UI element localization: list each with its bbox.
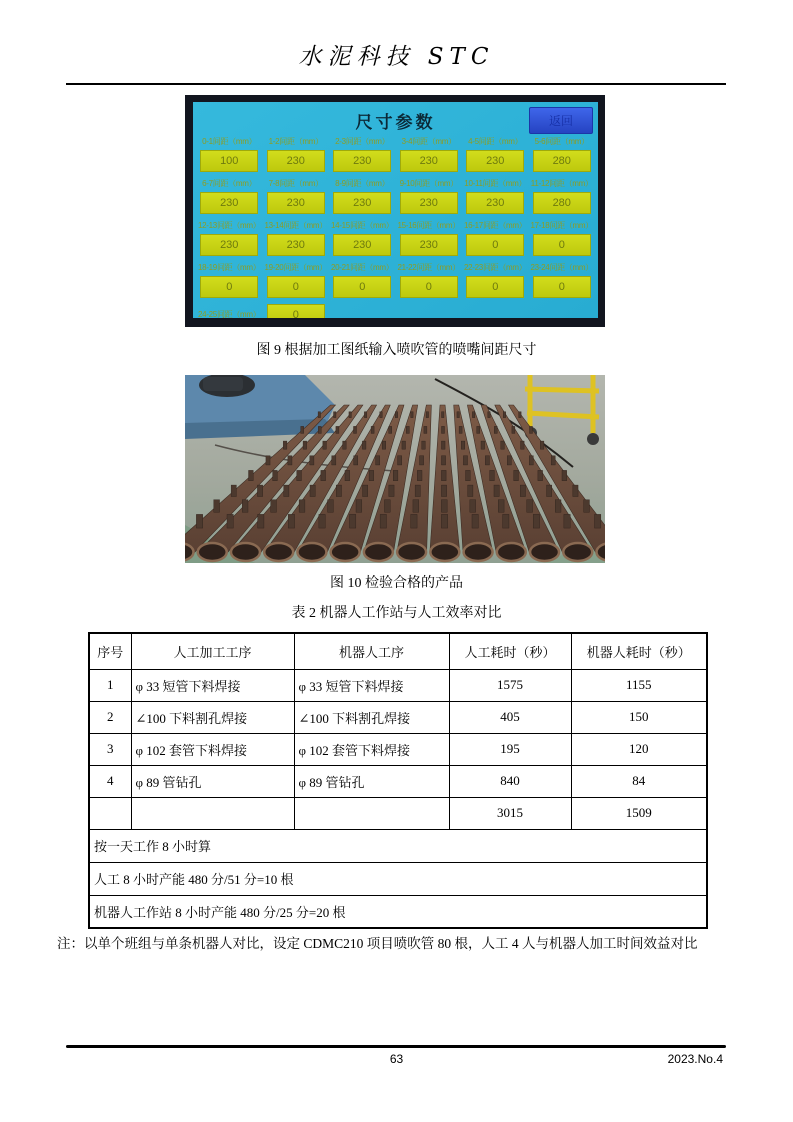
hmi-field [264, 220, 329, 256]
journal-title: 水泥科技 STC [298, 44, 495, 70]
hmi-row-3 [197, 220, 594, 256]
cell-seq [89, 797, 131, 829]
hmi-field [197, 178, 262, 214]
hmi-field-value: 0 [333, 276, 391, 298]
hmi-field-label: 7-8间距（mm） [268, 179, 323, 188]
hmi-field-label: 13-14间距（mm） [264, 221, 327, 230]
hmi-field-label: 8-9间距（mm） [335, 179, 390, 188]
cell-robot-process: ∠100 下料割孔焊接 [294, 701, 449, 733]
hmi-field [197, 136, 262, 172]
hmi-screen-title: 尺寸参数 [355, 113, 436, 132]
hmi-field-value: 230 [400, 192, 458, 214]
hmi-field-value: 0 [400, 276, 458, 298]
cell-robot-time: 84 [571, 765, 707, 797]
col-header: 序号 [89, 633, 131, 669]
hmi-field-label: 16-17间距（mm） [464, 221, 527, 230]
header-rule [66, 83, 726, 85]
hmi-field-label: 1-2间距（mm） [268, 137, 323, 146]
hmi-field-value: 230 [400, 234, 458, 256]
hmi-field [397, 178, 462, 214]
hmi-field-value: 0 [267, 276, 325, 298]
hmi-row-1 [197, 136, 594, 172]
cell-manual-process: ∠100 下料割孔焊接 [131, 701, 294, 733]
cell-robot-time: 1155 [571, 669, 707, 701]
cell-manual-time: 840 [449, 765, 571, 797]
cell-robot-process: φ 33 短管下料焊接 [294, 669, 449, 701]
table-header-row [89, 633, 707, 669]
hmi-field [530, 136, 595, 172]
hmi-field-value: 0 [533, 234, 591, 256]
hmi-field-value: 0 [533, 276, 591, 298]
cell-robot-process [294, 797, 449, 829]
figure10-product-photo [185, 375, 605, 563]
table-row [89, 733, 707, 765]
hmi-field-value: 230 [333, 150, 391, 172]
hmi-field-label: 12-13间距（mm） [198, 221, 261, 230]
hmi-field-label: 19-20间距（mm） [264, 263, 327, 272]
hmi-field [264, 178, 329, 214]
hmi-field [330, 178, 395, 214]
hmi-field [264, 136, 329, 172]
hmi-field-value: 230 [267, 192, 325, 214]
cell-seq: 1 [89, 669, 131, 701]
hmi-field [197, 262, 262, 298]
hmi-field [330, 136, 395, 172]
hmi-field-value: 230 [200, 192, 258, 214]
figure10-caption: 图 10 检验合格的产品 [330, 576, 463, 591]
table-row [89, 669, 707, 701]
hmi-field-label: 15-16间距（mm） [397, 221, 460, 230]
table-note-row [89, 829, 707, 862]
hmi-field [463, 262, 528, 298]
table-row [89, 765, 707, 797]
hmi-field-label: 22-23间距（mm） [464, 263, 527, 272]
hmi-row-5 [197, 304, 594, 318]
hmi-field-value: 100 [200, 150, 258, 172]
cell-robot-capacity: 机器人工作站 8 小时产能 480 分/25 分=20 根 [89, 895, 707, 928]
footer-rule [66, 1045, 726, 1048]
hmi-field-label: 14-15间距（mm） [331, 221, 394, 230]
table-footnote: 注：以单个班组与单条机器人对比，设定 CDMC210 项目喷吹管 80 根，人工 4 人与机器人加工时间效益对比 [57, 936, 698, 951]
cell-manual-time-total: 3015 [449, 797, 571, 829]
hmi-field [264, 262, 329, 298]
hmi-field-label: 2-3间距（mm） [335, 137, 390, 146]
table-note-row [89, 862, 707, 895]
hmi-screen [193, 102, 598, 318]
hmi-field-label: 6-7间距（mm） [202, 179, 257, 188]
hmi-field [463, 178, 528, 214]
figure9-caption: 图 9 根据加工图纸输入喷吹管的喷嘴间距尺寸 [256, 343, 537, 358]
col-header: 机器人工序 [294, 633, 449, 669]
hmi-field-label: 20-21间距（mm） [331, 263, 394, 272]
product-photo-illustration [185, 375, 605, 563]
cell-manual-capacity: 人工 8 小时产能 480 分/51 分=10 根 [89, 862, 707, 895]
hmi-field [463, 220, 528, 256]
table-row [89, 701, 707, 733]
cell-manual-time: 405 [449, 701, 571, 733]
cell-robot-time: 150 [571, 701, 707, 733]
cell-robot-time: 120 [571, 733, 707, 765]
cell-robot-process: φ 89 管钻孔 [294, 765, 449, 797]
cell-manual-process: φ 89 管钻孔 [131, 765, 294, 797]
page-number: 63 [389, 1052, 404, 1066]
hmi-field-label: 11-12间距（mm） [530, 179, 593, 188]
hmi-field-value: 230 [200, 234, 258, 256]
hmi-field [197, 309, 262, 318]
cell-seq: 2 [89, 701, 131, 733]
table2-title: 表 2 机器人工作站与人工效率对比 [291, 606, 502, 621]
hmi-back-button: 返回 [529, 107, 593, 134]
table-note-row [89, 895, 707, 928]
col-header: 人工耗时（秒） [449, 633, 571, 669]
hmi-field [530, 220, 595, 256]
hmi-field [264, 304, 329, 318]
hmi-field [330, 262, 395, 298]
col-header: 人工加工工序 [131, 633, 294, 669]
col-header: 机器人耗时（秒） [571, 633, 707, 669]
table-totals-row [89, 797, 707, 829]
hmi-field-value: 0 [267, 304, 325, 318]
hmi-field [530, 262, 595, 298]
cell-manual-process [131, 797, 294, 829]
hmi-field [463, 136, 528, 172]
hmi-field [530, 178, 595, 214]
hmi-field-value: 230 [466, 192, 524, 214]
hmi-field-label: 3-4间距（mm） [401, 137, 456, 146]
hmi-field [397, 220, 462, 256]
cell-manual-time: 195 [449, 733, 571, 765]
hmi-field-value: 0 [466, 276, 524, 298]
hmi-field-grid [197, 136, 594, 318]
cell-seq: 4 [89, 765, 131, 797]
cell-seq: 3 [89, 733, 131, 765]
comparison-table [88, 632, 708, 929]
hmi-field-value: 230 [267, 234, 325, 256]
cell-assumption: 按一天工作 8 小时算 [89, 829, 707, 862]
hmi-field-value: 230 [333, 192, 391, 214]
figure9-hmi-screenshot [185, 95, 605, 327]
hmi-field-label: 9-10间距（mm） [399, 179, 458, 188]
hmi-field-value: 230 [333, 234, 391, 256]
cell-manual-process: φ 33 短管下料焊接 [131, 669, 294, 701]
hmi-field-label: 4-5间距（mm） [468, 137, 523, 146]
hmi-field [397, 136, 462, 172]
hmi-field [397, 262, 462, 298]
hmi-field-label: 10-11间距（mm） [464, 179, 527, 188]
hmi-field-value: 280 [533, 150, 591, 172]
cell-robot-process: φ 102 套管下料焊接 [294, 733, 449, 765]
hmi-field-label: 24-25间距（mm） [198, 310, 261, 318]
cell-manual-time: 1575 [449, 669, 571, 701]
hmi-field [197, 220, 262, 256]
hmi-field-label: 17-18间距（mm） [530, 221, 593, 230]
hmi-row-2 [197, 178, 594, 214]
hmi-field-label: 5-6间距（mm） [534, 137, 589, 146]
hmi-field-label: 18-19间距（mm） [198, 263, 261, 272]
hmi-field-value: 0 [200, 276, 258, 298]
issue-number: 2023.No.4 [667, 1052, 723, 1066]
hmi-row-4 [197, 262, 594, 298]
hmi-field-value: 230 [400, 150, 458, 172]
hmi-field [330, 220, 395, 256]
hmi-field-value: 0 [466, 234, 524, 256]
hmi-field-label: 0-1间距（mm） [202, 137, 257, 146]
cell-robot-time-total: 1509 [571, 797, 707, 829]
hmi-field-value: 230 [267, 150, 325, 172]
hmi-field-label: 23-24间距（mm） [530, 263, 593, 272]
hmi-field-value: 280 [533, 192, 591, 214]
cell-manual-process: φ 102 套管下料焊接 [131, 733, 294, 765]
hmi-field-value: 230 [466, 150, 524, 172]
hmi-field-label: 21-22间距（mm） [397, 263, 460, 272]
